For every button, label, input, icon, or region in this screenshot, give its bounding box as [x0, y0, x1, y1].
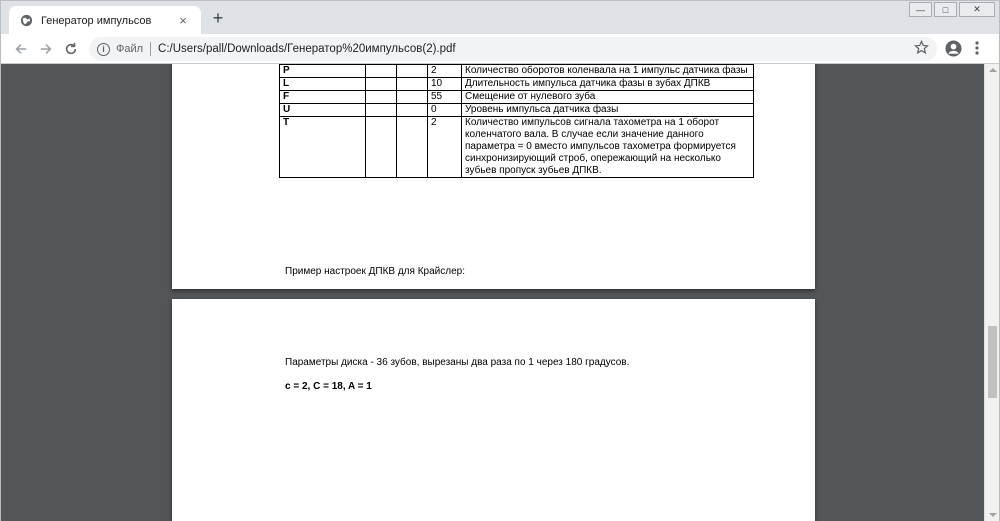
forward-button[interactable]	[35, 38, 57, 60]
param-cell: F	[280, 91, 366, 104]
description-cell: Количество импульсов сигнала тахометра на 1 оборот коленчатого вала. В случае если значение данного параметра = 0 вместо импульсов тахометра формируется синхронизирующий строб, опережающий на несколько зубьев пропуск зубьев ДПКВ.	[462, 117, 754, 178]
settings-text: c = 2, C = 18, A = 1	[285, 381, 372, 392]
disc-params-text: Параметры диска - 36 зубов, вырезаны два раза по 1 через 180 градусов.	[285, 357, 630, 368]
reload-button[interactable]	[60, 38, 82, 60]
globe-icon	[19, 14, 33, 28]
value-cell: 0	[428, 104, 462, 117]
maximize-icon: □	[942, 4, 949, 15]
param-cell: T	[280, 117, 366, 178]
back-arrow-icon	[14, 42, 28, 56]
address-separator	[150, 42, 151, 56]
maximize-button[interactable]	[934, 2, 957, 17]
scroll-down-icon[interactable]	[989, 513, 997, 517]
minimize-icon: —	[916, 4, 925, 15]
empty-cell	[397, 65, 428, 78]
pdf-page-2	[172, 299, 815, 521]
browser-toolbar	[0, 34, 1000, 64]
empty-cell	[397, 104, 428, 117]
description-cell: Уровень импульса датчика фазы	[462, 104, 754, 117]
table-row	[280, 65, 754, 78]
value-cell: 2	[428, 65, 462, 78]
description-cell: Длительность импульса датчика фазы в зубах ДПКВ	[462, 78, 754, 91]
param-cell: L	[280, 78, 366, 91]
empty-cell	[397, 78, 428, 91]
minimize-button[interactable]	[909, 2, 932, 17]
value-cell: 55	[428, 91, 462, 104]
scheme-label: Файл	[116, 43, 144, 55]
tab-title: Генератор импульсов	[41, 14, 152, 27]
close-tab-icon[interactable]: ×	[179, 13, 187, 28]
forward-arrow-icon	[39, 42, 53, 56]
pdf-viewer	[0, 64, 984, 521]
empty-cell	[366, 78, 397, 91]
scrollbar-thumb[interactable]	[988, 326, 997, 398]
param-cell: P	[280, 65, 366, 78]
example-heading: Пример настроек ДПКВ для Крайслер:	[285, 266, 465, 277]
window-controls	[907, 2, 995, 17]
url-text[interactable]: C:/Users/pall/Downloads/Генератор%20импульсов(2).pdf	[158, 43, 456, 55]
pdf-page-1	[172, 64, 815, 289]
menu-icon[interactable]	[975, 41, 979, 60]
new-tab-button[interactable]: +	[212, 8, 224, 28]
description-cell: Количество оборотов коленвала на 1 импульс датчика фазы	[462, 65, 754, 78]
table-row	[280, 117, 754, 178]
table-row	[280, 104, 754, 117]
table-row	[280, 78, 754, 91]
value-cell: 10	[428, 78, 462, 91]
tab-strip	[0, 0, 1000, 34]
browser-tab[interactable]	[9, 6, 201, 35]
scroll-up-icon[interactable]	[989, 68, 997, 72]
reload-icon	[64, 42, 78, 56]
empty-cell	[397, 91, 428, 104]
parameters-table	[279, 64, 754, 178]
vertical-scrollbar[interactable]	[984, 64, 1000, 521]
empty-cell	[366, 91, 397, 104]
empty-cell	[366, 65, 397, 78]
address-bar[interactable]	[89, 37, 937, 61]
empty-cell	[366, 117, 397, 178]
back-button[interactable]	[10, 38, 32, 60]
empty-cell	[366, 104, 397, 117]
description-cell: Смещение от нулевого зуба	[462, 91, 754, 104]
empty-cell	[397, 117, 428, 178]
info-icon[interactable]: i	[97, 43, 110, 56]
close-window-button[interactable]	[959, 2, 995, 17]
param-cell: U	[280, 104, 366, 117]
close-icon: ✕	[973, 4, 981, 14]
bookmark-star-icon[interactable]	[914, 40, 929, 60]
profile-avatar-icon[interactable]	[945, 40, 962, 62]
value-cell: 2	[428, 117, 462, 178]
table-row	[280, 91, 754, 104]
